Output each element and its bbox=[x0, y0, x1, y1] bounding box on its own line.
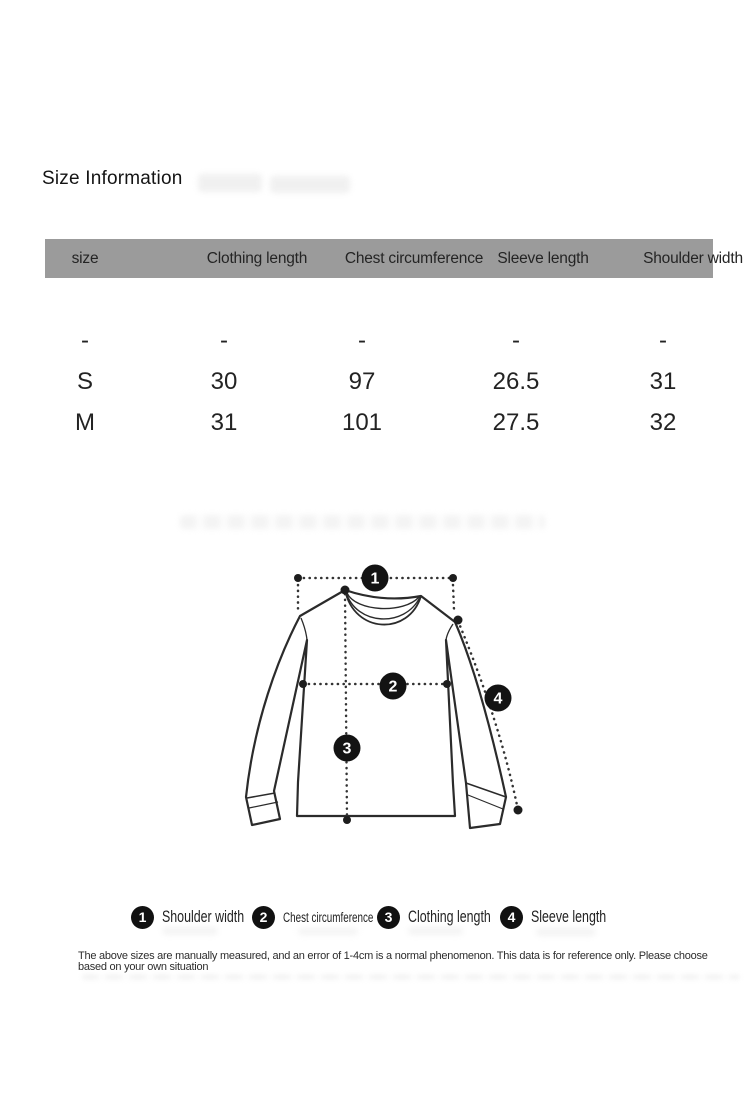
cell-length: - bbox=[220, 327, 228, 354]
ghost-text-smudge bbox=[298, 928, 358, 935]
size-table-header bbox=[45, 239, 743, 278]
ghost-text-smudge bbox=[536, 928, 596, 936]
legend-label: Shoulder width bbox=[162, 907, 245, 926]
column-header-chest-circumference: Chest circumference bbox=[344, 249, 484, 267]
marker-number-1: 1 bbox=[370, 570, 380, 588]
legend-item-sleeve-length bbox=[500, 905, 634, 929]
legend-marker-2: 2 bbox=[252, 906, 275, 929]
marker-number-4: 4 bbox=[493, 690, 503, 708]
legend-label: Chest circumference bbox=[283, 909, 374, 925]
cell-shoulder: - bbox=[659, 327, 667, 354]
legend-label: Sleeve length bbox=[531, 907, 607, 926]
cell-sleeve: 27.5 bbox=[492, 409, 540, 436]
cell-chest: 97 bbox=[348, 368, 376, 395]
cell-chest: - bbox=[358, 327, 366, 354]
cell-sleeve: 26.5 bbox=[492, 368, 540, 395]
cell-size: - bbox=[81, 327, 89, 354]
marker-number-2: 2 bbox=[388, 678, 398, 696]
cell-length: 30 bbox=[210, 368, 238, 395]
measure-guide-drop-right bbox=[453, 585, 454, 610]
column-header-shoulder-width: Shoulder width bbox=[643, 249, 743, 267]
disclaimer-line-2: based on your own situation bbox=[78, 960, 209, 973]
legend-marker-3: 3 bbox=[377, 906, 400, 929]
page-title: Size Information bbox=[42, 168, 183, 189]
ghost-text-smudge bbox=[82, 974, 740, 980]
legend-marker-4: 4 bbox=[500, 906, 523, 929]
cell-sleeve: - bbox=[512, 327, 520, 354]
column-header-clothing-length: Clothing length bbox=[206, 249, 308, 267]
disclaimer-line-1: The above sizes are manually measured, and an error of 1-4cm is a normal phenomenon. This data is for reference only. Please choose bbox=[78, 950, 708, 962]
cell-size: S bbox=[76, 368, 94, 395]
cell-shoulder: 32 bbox=[649, 409, 677, 436]
cell-size: M bbox=[75, 409, 95, 436]
cell-length: 31 bbox=[210, 409, 238, 436]
ghost-text-smudge bbox=[270, 176, 350, 193]
shirt-outline bbox=[246, 590, 506, 828]
shirt-measurement-diagram bbox=[140, 500, 610, 900]
legend-marker-1: 1 bbox=[131, 906, 154, 929]
column-header-size: size bbox=[71, 249, 99, 267]
cell-shoulder: 31 bbox=[649, 368, 677, 395]
ghost-text-smudge bbox=[408, 927, 463, 935]
cell-chest: 101 bbox=[341, 409, 383, 436]
column-header-sleeve-length: Sleeve length bbox=[497, 249, 589, 267]
ghost-text-smudge bbox=[198, 174, 262, 192]
marker-number-3: 3 bbox=[342, 740, 352, 758]
legend-label: Clothing length bbox=[408, 907, 491, 926]
disclaimer-text bbox=[78, 951, 750, 972]
ghost-text-smudge bbox=[162, 927, 218, 935]
